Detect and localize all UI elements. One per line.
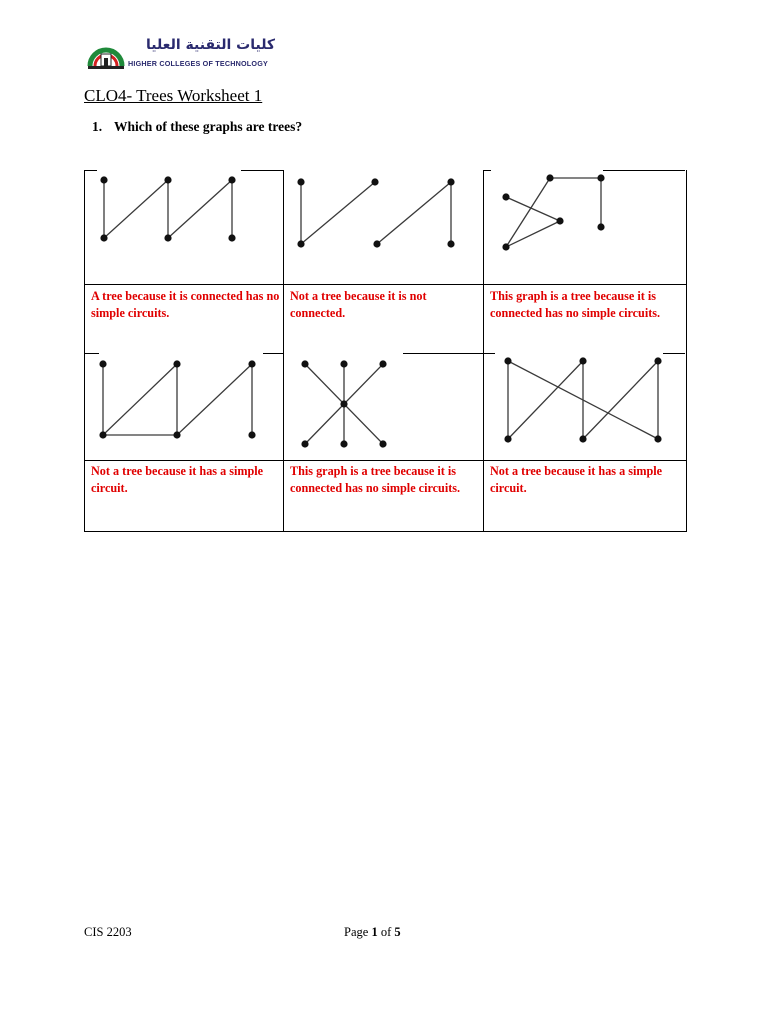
footer-course-code: CIS 2203 [84, 925, 132, 939]
footer-page-number: Page 1 of 5 [344, 925, 401, 939]
answer-graph-3: This graph is a tree because it is connected has no simple circuits. [490, 289, 661, 320]
worksheet-title: CLO4- Trees Worksheet 1 [84, 86, 263, 105]
graph-6-diagram [484, 353, 685, 460]
question-text: Which of these graphs are trees? [114, 119, 303, 134]
answer-graph-5: This graph is a tree because it is connected has no simple circuits. [290, 464, 461, 495]
graph-5-diagram [284, 353, 483, 460]
question-number: 1. [92, 119, 103, 134]
answer-graph-1: A tree because it is connected has no simple circuits. [91, 289, 280, 320]
answer-graph-6: Not a tree because it has a simple circuit. [490, 464, 663, 495]
graph-3-diagram [484, 170, 685, 284]
graphs-table [84, 170, 687, 532]
row-divider [85, 460, 686, 461]
answer-graph-2: Not a tree because it is not connected. [290, 289, 427, 320]
logo-arabic-text: كليات التقنية العليا [146, 37, 276, 53]
graph-1-diagram [85, 170, 283, 284]
college-logo [86, 36, 276, 72]
hct-emblem-icon [86, 36, 126, 72]
logo-english-text: HIGHER COLLEGES OF TECHNOLOGY [128, 59, 268, 68]
graph-4-diagram [85, 353, 283, 460]
graph-2-diagram [284, 170, 483, 284]
answer-graph-4: Not a tree because it has a simple circuit. [91, 464, 264, 495]
row-divider [85, 284, 686, 285]
question-1 [92, 119, 302, 135]
